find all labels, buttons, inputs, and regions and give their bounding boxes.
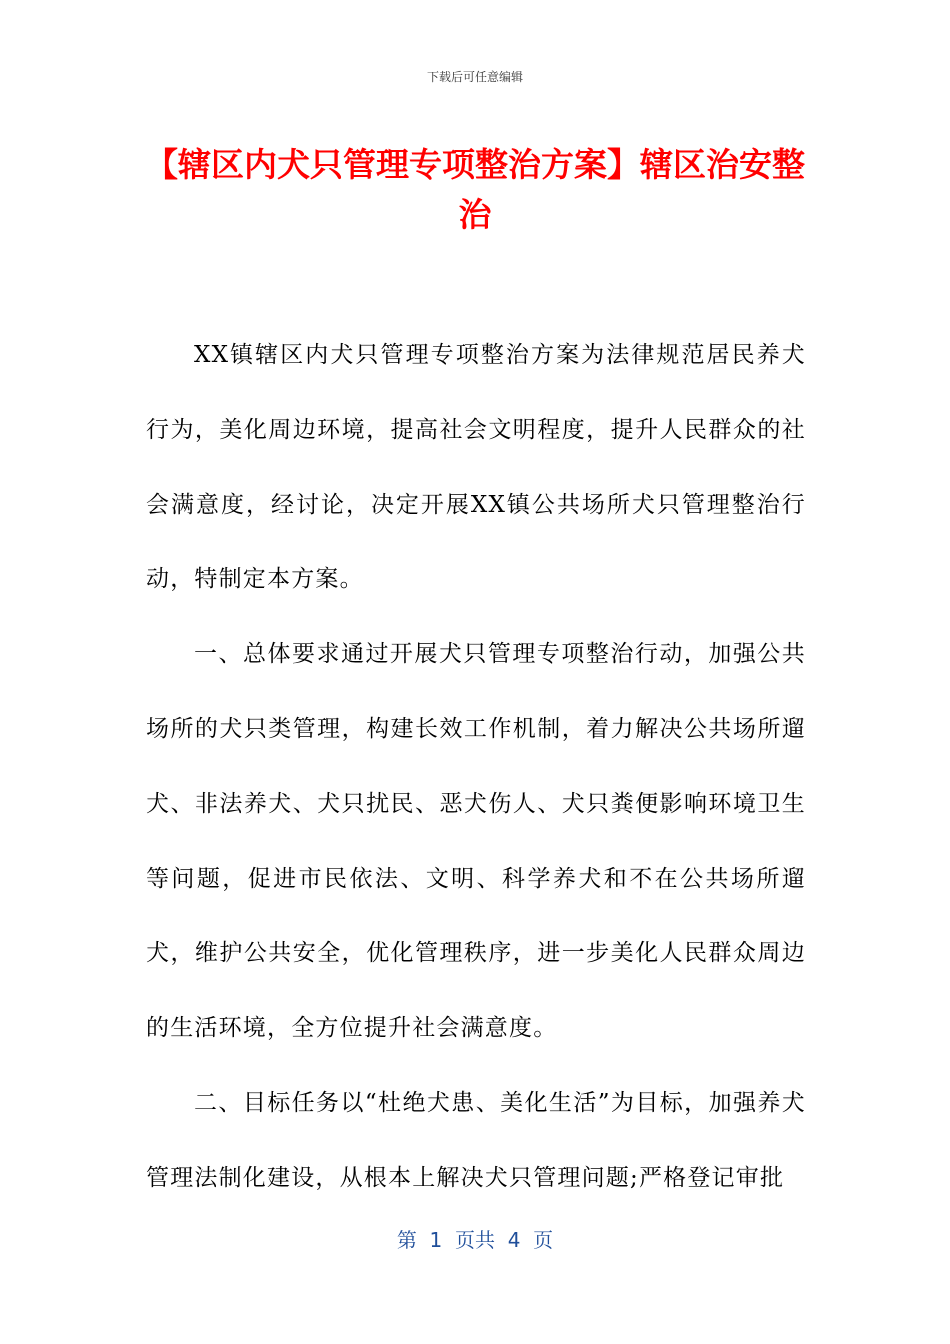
paragraph-general-requirements: 一、总体要求通过开展犬只管理专项整治行动，加强公共场所的犬只类管理，构建长效工作机制，着力解决公共场所遛犬、非法养犬、犬只扰民、恶犬伤人、犬只粪便影响环境卫生等问题，促进市民依法、文明、科学养犬和不在公共场所遛犬，维护公共安全，优化管理秩序，进一步美化人民群众周边的生活环境，全方位提升社会满意度。 <box>146 641 806 1042</box>
header-note: 下载后可任意编辑 <box>426 70 523 84</box>
paragraph-intro: XX镇辖区内犬只管理专项整治方案为法律规范居民养犬行为，美化周边环境，提高社会文明程度，提升人民群众的社会满意度，经讨论，决定开展XX镇公共场所犬只管理整治行动，特制定本方案。 <box>146 342 806 593</box>
document-body <box>146 318 806 1216</box>
paragraph-objectives: 二、目标任务以“杜绝犬患、美化生活”为目标，加强养犬管理法制化建设，从根本上解决犬只管理问题;严格登记审批 <box>146 1089 806 1191</box>
page-footer: 第 1 页共 4 页 <box>396 1228 554 1252</box>
document-title: 【辖区内犬只管理专项整治方案】辖区治安整治 <box>145 145 805 234</box>
